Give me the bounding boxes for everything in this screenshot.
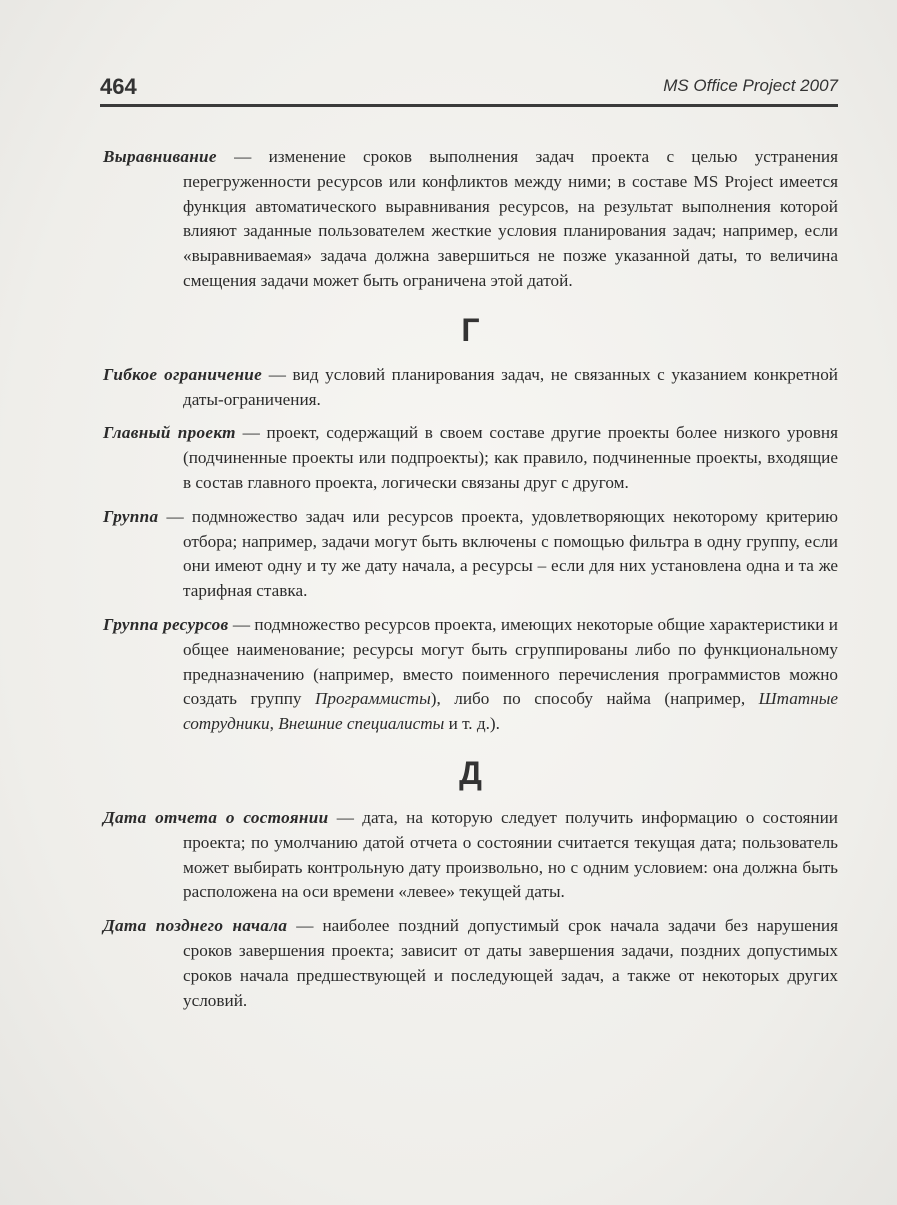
italic-example: Штатные сотрудники [183, 689, 838, 734]
glossary-entry [103, 363, 838, 413]
term-dash: — [228, 614, 255, 634]
book-title: MS Office Project 2007 [663, 76, 838, 95]
glossary-entry [103, 613, 838, 737]
glossary-term: Группа [103, 506, 159, 526]
glossary-term: Дата отчета о состоянии [103, 807, 329, 827]
glossary-content [103, 145, 838, 1022]
glossary-term: Дата позднего начала [103, 916, 288, 936]
glossary-entry [103, 914, 838, 1013]
glossary-entry [103, 421, 838, 495]
term-dash: — [216, 147, 269, 166]
term-dash: — [287, 916, 323, 936]
glossary-definition: изменение сроков выполнения задач проекта с целью устранения перегруженности ресурсов или конфликтов между ними; в составе MS Project имеется функция автоматического выравнивания ресурсов, на результат выполнения которой влияют заданные пользователем жесткие условия планирования задач; например, если «выравниваемая» задача должна завершиться не позже указанной даты, то величина смещения задачи может быть ограничена этой датой. [183, 147, 838, 290]
glossary-definition: наиболее поздний допустимый срок начала задачи без нарушения сроков завершения проекта; зависит от даты завершения задачи, поздних допустимых сроков начала предшествующей и последующей задач, а также от некоторых других условий. [183, 916, 839, 1010]
glossary-definition: и т. д.). [444, 714, 500, 734]
glossary-definition: подмножество задач или ресурсов проекта, удовлетворяющих некоторому критерию отбора; например, задачи могут быть включены с помощью фильтра в одну группу, если они имеют одну и ту же дату начала, а ресурсы – если для них установлена одна и та же тарифная ставка. [183, 506, 839, 601]
term-dash: — [262, 364, 293, 384]
glossary-term: Главный проект [103, 423, 236, 443]
glossary-entry [103, 145, 838, 294]
term-dash: — [328, 807, 363, 827]
italic-example: Программисты [315, 689, 431, 709]
glossary-definition: ), либо по способу найма (например, [430, 689, 759, 709]
glossary-definition: проект, содержащий в своем составе другие проекты более низкого уровня (подчиненные проекты или подпроекты); как правило, подчиненные проекты, входящие в состав главного проекта, логически связаны друг с другом. [183, 423, 838, 492]
italic-example: Внешние специалисты [278, 714, 445, 734]
glossary-entry [103, 505, 838, 604]
glossary-term: Выравнивание [103, 147, 217, 166]
glossary-term: Гибкое ограничение [103, 364, 263, 384]
section-letter: Д [459, 754, 482, 791]
page-number: 464 [100, 74, 137, 99]
glossary-definition: вид условий планирования задач, не связанных с указанием конкретной даты-ограничения. [183, 364, 838, 409]
section-letter: Г [461, 311, 480, 348]
glossary-entry [103, 806, 838, 905]
glossary-term: Группа ресурсов [103, 614, 229, 634]
term-dash: — [235, 423, 267, 443]
glossary-definition: подмножество ресурсов проекта, имеющих некоторые общие характеристики и общее наименование; ресурсы могут быть сгруппированы либо по функциональному предназначению (например, вместо поименного перечисления программистов можно создать группу [183, 614, 839, 709]
glossary-definition: дата, на которую следует получить информацию о состоянии проекта; по умолчанию датой отчета о состоянии считается текущая дата; пользователь может выбирать контрольную дату произвольно, но с одним условием: она должна быть расположена на оси времени «левее» текущей даты. [183, 807, 839, 902]
term-dash: — [158, 506, 192, 526]
page-header [100, 68, 838, 107]
glossary-definition: , [269, 714, 279, 734]
